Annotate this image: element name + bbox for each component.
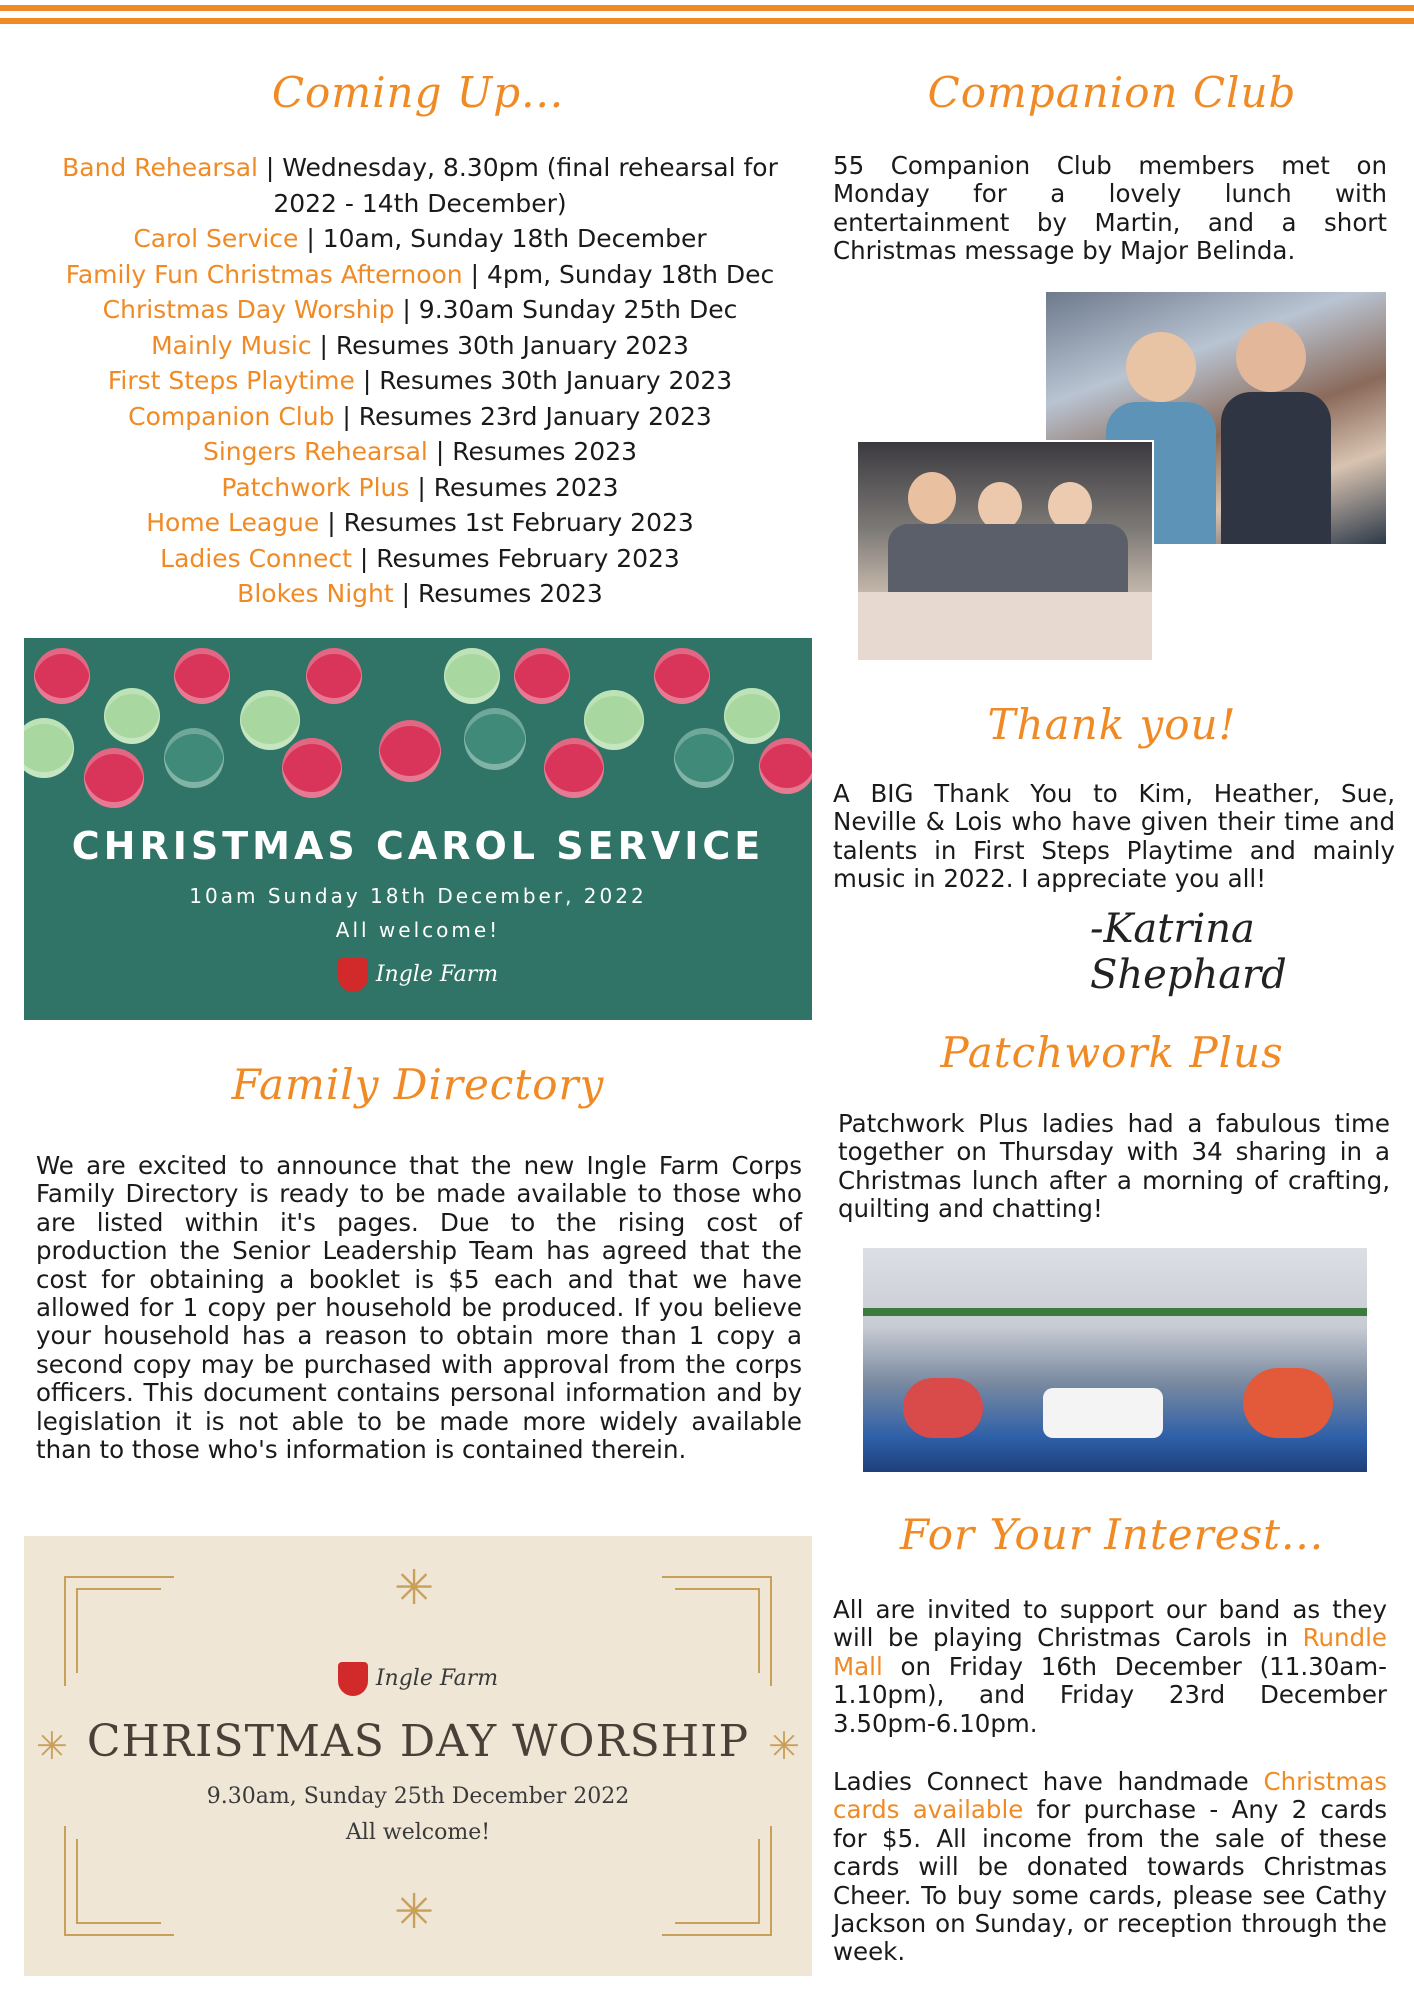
event-detail: | Resumes 2023 bbox=[427, 437, 638, 466]
bauble-ornament bbox=[34, 648, 90, 704]
sparkle-icon: ✳ bbox=[36, 1724, 68, 1768]
interest-band-text-a: All are invited to support our band as they will be playing Christmas Carols in bbox=[833, 1595, 1387, 1653]
event-detail: | Resumes 23rd January 2023 bbox=[334, 401, 712, 431]
person-face bbox=[908, 472, 956, 524]
event-name: Carol Service bbox=[133, 224, 299, 253]
carol-service-banner bbox=[24, 638, 812, 1020]
frame-line bbox=[76, 1588, 161, 1590]
frame-line bbox=[758, 1588, 760, 1673]
interest-cards-text-b: for purchase - Any 2 cards for $5. All income from the sale of these cards will be donated towards Christmas Cheer. To buy some cards, please see Cathy Jackson on Sunday, or reception through the week. bbox=[833, 1795, 1387, 1967]
frame-line bbox=[76, 1588, 78, 1673]
frame-line bbox=[758, 1839, 760, 1924]
interest-paragraph-cards bbox=[833, 1768, 1387, 1967]
top-rule-1 bbox=[0, 5, 1414, 11]
bauble-ornament bbox=[174, 648, 230, 704]
event-name: Mainly Music bbox=[151, 330, 312, 360]
worship-banner-date: 9.30am, Sunday 25th December 2022 bbox=[206, 1784, 630, 1809]
event-detail: | Wednesday, 8.30pm (final rehearsal for 2022 - 14th December) bbox=[257, 153, 778, 218]
event-detail: | 4pm, Sunday 18th Dec bbox=[462, 259, 775, 289]
carol-banner-welcome: All welcome! bbox=[335, 918, 501, 942]
bauble-ornament bbox=[164, 728, 224, 788]
table bbox=[1043, 1388, 1163, 1438]
event-detail: | Resumes 2023 bbox=[409, 472, 619, 502]
coming-up-item bbox=[30, 150, 810, 221]
coming-up-item bbox=[30, 363, 810, 399]
salvation-army-shield-icon bbox=[338, 1662, 368, 1696]
frame-line bbox=[675, 1588, 760, 1590]
event-name: Singers Rehearsal bbox=[202, 437, 428, 466]
logo-text: Ingle Farm bbox=[375, 962, 499, 987]
event-name: Christmas Day Worship bbox=[102, 295, 395, 324]
worship-banner-welcome: All welcome! bbox=[345, 1820, 491, 1845]
person-body bbox=[1221, 392, 1331, 546]
worship-banner-title: CHRISTMAS DAY WORSHIP bbox=[86, 1716, 750, 1767]
interest-paragraph-band bbox=[833, 1596, 1387, 1738]
person-face bbox=[1236, 322, 1306, 392]
bauble-ornament bbox=[24, 718, 74, 778]
people-bodies bbox=[888, 524, 1128, 594]
frame-line bbox=[662, 1576, 772, 1578]
bauble-ornament bbox=[464, 708, 526, 770]
table bbox=[858, 592, 1154, 662]
coming-up-item bbox=[30, 257, 810, 293]
event-name: Blokes Night bbox=[237, 579, 394, 608]
companion-photo-front bbox=[856, 440, 1154, 662]
event-name: First Steps Playtime bbox=[107, 366, 355, 395]
patchwork-photo bbox=[861, 1246, 1369, 1474]
event-name: Patchwork Plus bbox=[221, 472, 410, 502]
event-detail: | Resumes February 2023 bbox=[351, 543, 680, 573]
coming-up-item bbox=[30, 434, 810, 470]
sparkle-icon: ✳ bbox=[394, 1560, 435, 1616]
coming-up-list bbox=[30, 150, 810, 612]
bauble-ornament bbox=[654, 648, 710, 704]
worship-banner-logo bbox=[24, 1662, 812, 1696]
sparkle-icon: ✳ bbox=[394, 1884, 435, 1940]
event-detail: | Resumes 30th January 2023 bbox=[354, 366, 733, 395]
rundle-mall-highlight: Rundle Mall bbox=[833, 1623, 1387, 1681]
bauble-ornament bbox=[584, 690, 644, 750]
frame-line bbox=[64, 1934, 174, 1936]
patchwork-plus-text: Patchwork Plus ladies had a fabulous time together on Thursday with 34 sharing in a Christmas lunch after a morning of crafting, quilting and chatting! bbox=[838, 1109, 1390, 1224]
christmas-day-worship-banner bbox=[24, 1536, 812, 1976]
coming-up-item bbox=[30, 541, 810, 577]
frame-line bbox=[64, 1576, 174, 1578]
family-directory-heading: Family Directory bbox=[231, 1060, 605, 1109]
logo-text: Ingle Farm bbox=[375, 1666, 499, 1691]
top-rule-2 bbox=[0, 18, 1414, 24]
companion-club-heading: Companion Club bbox=[927, 68, 1297, 117]
carol-banner-logo bbox=[24, 958, 812, 992]
event-detail: | Resumes 1st February 2023 bbox=[319, 508, 694, 537]
coming-up-item bbox=[30, 292, 810, 328]
signature: -Katrina Shephard bbox=[1090, 906, 1287, 998]
person-face bbox=[1126, 332, 1196, 402]
companion-club-text: 55 Companion Club members met on Monday for a lovely lunch with entertainment by Martin, and a short Christmas message by Major Belinda. bbox=[833, 151, 1387, 266]
for-your-interest-heading: For Your Interest... bbox=[899, 1510, 1325, 1559]
tinsel bbox=[863, 1308, 1369, 1316]
christmas-cards-highlight: Christmas cards available bbox=[833, 1767, 1387, 1825]
bauble-ornament bbox=[544, 738, 604, 798]
event-detail: | Resumes 30th January 2023 bbox=[311, 330, 689, 360]
thank-you-heading: Thank you! bbox=[987, 700, 1237, 749]
person bbox=[903, 1378, 983, 1438]
coming-up-item bbox=[30, 221, 810, 257]
thank-you-text: A BIG Thank You to Kim, Heather, Sue, Neville & Lois who have given their time and talents in First Steps Playtime and mainly music in 2022. I appreciate you all! bbox=[833, 779, 1395, 894]
coming-up-item bbox=[30, 328, 810, 364]
family-directory-text: We are excited to announce that the new Ingle Farm Corps Family Directory is ready to be made available to those who are listed within it's pages. Due to the rising cost of production the Senior Leadership Team has agreed that the cost for obtaining a booklet is $5 each and that we have allowed for 1 copy per household be produced. If you believe your household has a reason to obtain more than 1 copy a second copy may be purchased with approval from the corps officers. This document contains personal information and by legislation it is not able to be made more widely available than to those who's information is contained therein. bbox=[36, 1151, 802, 1465]
event-detail: | Resumes 2023 bbox=[393, 579, 603, 608]
person-face bbox=[1048, 482, 1092, 530]
bauble-ornament bbox=[240, 690, 300, 750]
frame-line bbox=[76, 1839, 78, 1924]
bauble-ornament bbox=[84, 748, 144, 808]
bauble-ornament bbox=[306, 648, 362, 704]
bauble-ornament bbox=[104, 688, 160, 744]
coming-up-item bbox=[30, 399, 810, 435]
frame-line bbox=[675, 1922, 760, 1924]
event-name: Family Fun Christmas Afternoon bbox=[65, 259, 463, 289]
coming-up-item bbox=[30, 505, 810, 541]
frame-line bbox=[662, 1934, 772, 1936]
bauble-ornament bbox=[514, 648, 570, 704]
person-face bbox=[978, 482, 1022, 530]
event-name: Ladies Connect bbox=[160, 543, 352, 573]
event-name: Band Rehearsal bbox=[62, 153, 258, 182]
carol-banner-title: CHRISTMAS CAROL SERVICE bbox=[71, 824, 765, 868]
interest-cards-text-a: Ladies Connect have handmade bbox=[833, 1767, 1264, 1796]
coming-up-item bbox=[30, 576, 810, 612]
event-detail: | 9.30am Sunday 25th Dec bbox=[394, 295, 738, 324]
coming-up-item bbox=[30, 470, 810, 506]
event-name: Companion Club bbox=[128, 401, 335, 431]
frame-line bbox=[76, 1922, 161, 1924]
event-name: Home League bbox=[146, 508, 320, 537]
interest-band-text-b: on Friday 16th December (11.30am-1.10pm), and Friday 23rd December 3.50pm-6.10pm. bbox=[833, 1651, 1387, 1738]
carol-banner-date: 10am Sunday 18th December, 2022 bbox=[189, 884, 647, 908]
bauble-ornament bbox=[724, 688, 780, 744]
bauble-ornament bbox=[674, 728, 734, 788]
sparkle-icon: ✳ bbox=[768, 1724, 800, 1768]
bauble-ornament bbox=[282, 738, 342, 798]
salvation-army-shield-icon bbox=[338, 958, 368, 992]
event-detail: | 10am, Sunday 18th December bbox=[298, 224, 707, 253]
bauble-ornament bbox=[379, 720, 441, 782]
bauble-ornament bbox=[444, 648, 500, 704]
patchwork-plus-heading: Patchwork Plus bbox=[940, 1028, 1284, 1077]
bauble-ornament bbox=[759, 738, 812, 794]
person bbox=[1243, 1368, 1333, 1438]
coming-up-heading: Coming Up... bbox=[271, 68, 565, 117]
